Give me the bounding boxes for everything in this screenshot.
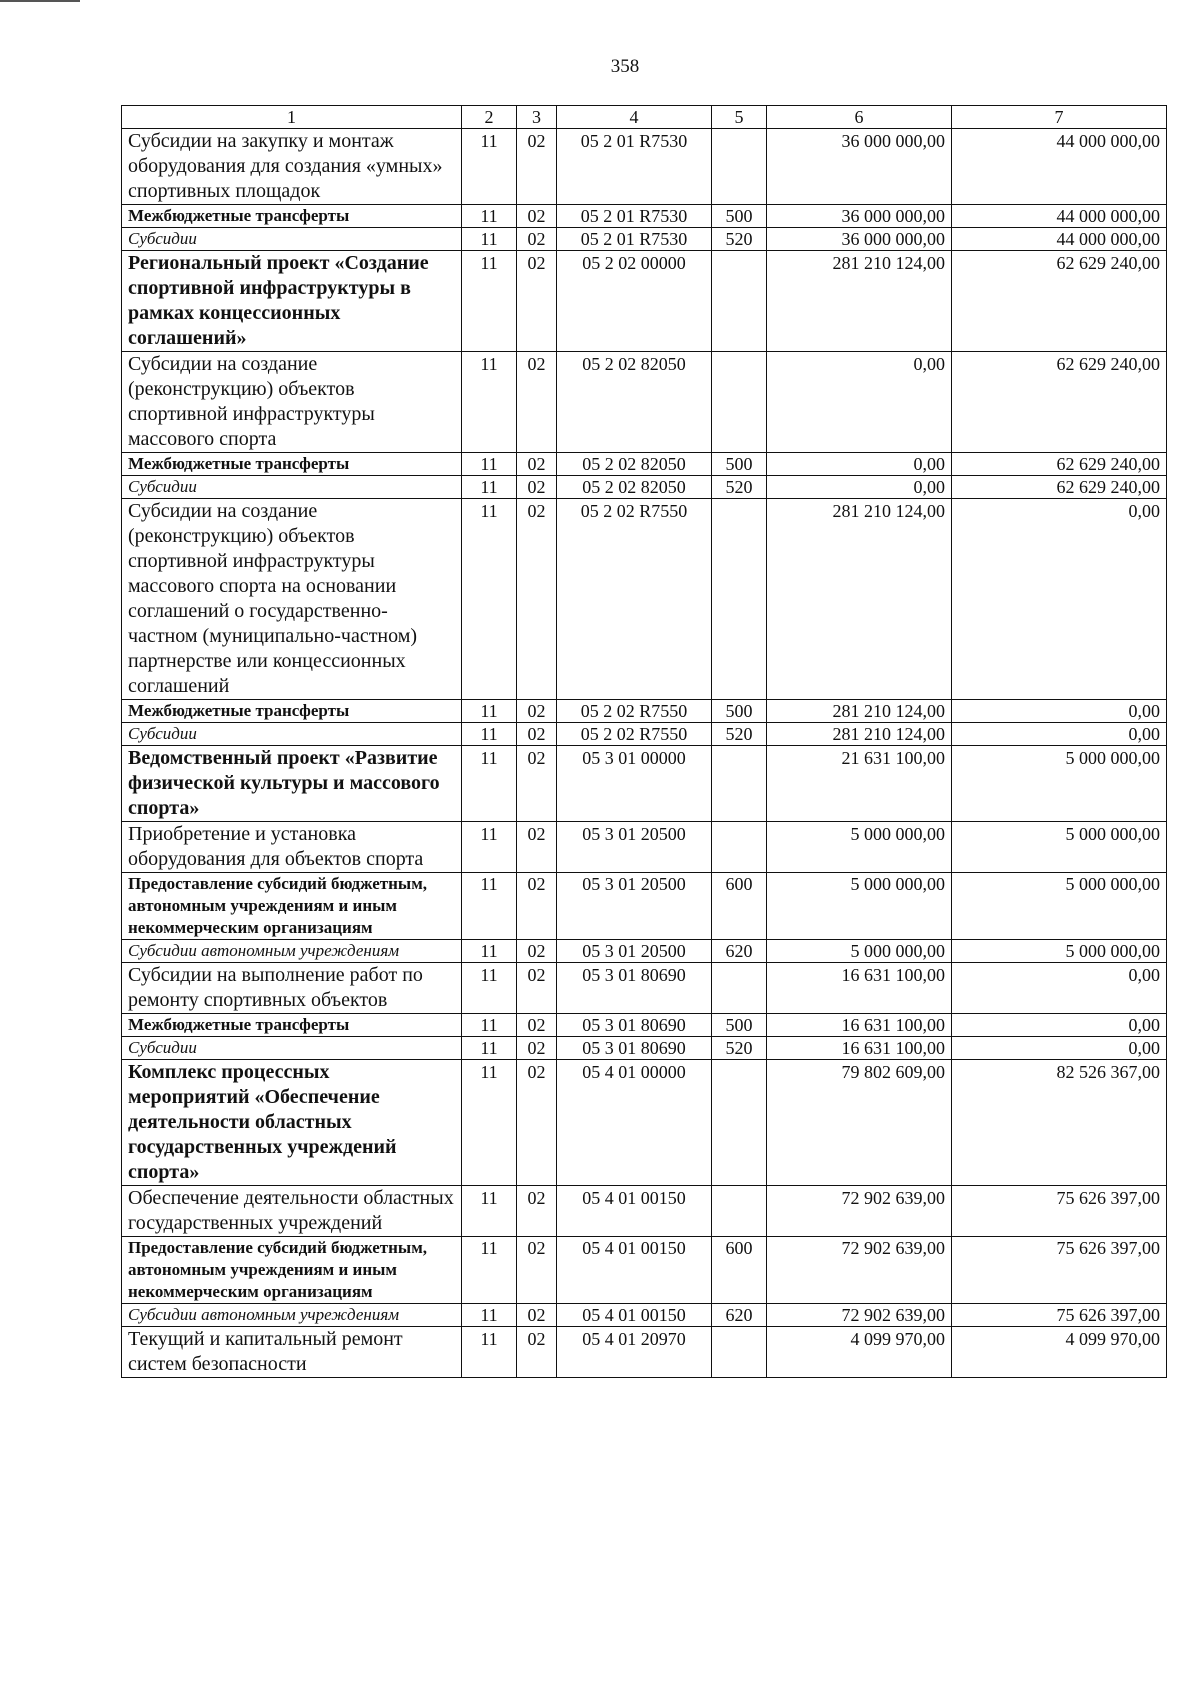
row-amount-year2-cell: 0,00 — [952, 1014, 1167, 1037]
row-expense-type-cell — [712, 1327, 767, 1378]
row-expense-type-cell — [712, 822, 767, 873]
row-subsection-cell: 02 — [517, 1014, 557, 1037]
table-row — [122, 940, 1167, 963]
row-amount-year2-cell: 62 629 240,00 — [952, 476, 1167, 499]
row-section-cell: 11 — [462, 1014, 517, 1037]
row-name-cell: Субсидии — [122, 476, 462, 499]
row-expense-type-cell: 500 — [712, 1014, 767, 1037]
row-subsection-cell: 02 — [517, 822, 557, 873]
row-amount-year2-cell: 44 000 000,00 — [952, 205, 1167, 228]
table-row — [122, 129, 1167, 205]
row-name-cell: Ведомственный проект «Развитие физической культуры и массового спорта» — [122, 746, 462, 822]
header-cell-4: 4 — [557, 106, 712, 129]
row-amount-year1-cell: 21 631 100,00 — [767, 746, 952, 822]
row-section-cell: 11 — [462, 822, 517, 873]
table-row — [122, 476, 1167, 499]
budget-table — [121, 105, 1167, 1378]
row-section-cell: 11 — [462, 1237, 517, 1304]
row-target-code-cell: 05 2 02 R7550 — [557, 700, 712, 723]
header-cell-5: 5 — [712, 106, 767, 129]
row-target-code-cell: 05 2 02 00000 — [557, 251, 712, 352]
row-section-cell: 11 — [462, 1186, 517, 1237]
row-subsection-cell: 02 — [517, 700, 557, 723]
row-expense-type-cell — [712, 352, 767, 453]
row-section-cell: 11 — [462, 700, 517, 723]
row-section-cell: 11 — [462, 723, 517, 746]
row-amount-year2-cell: 4 099 970,00 — [952, 1327, 1167, 1378]
row-section-cell: 11 — [462, 453, 517, 476]
row-name-cell: Субсидии автономным учреждениям — [122, 940, 462, 963]
row-section-cell: 11 — [462, 1327, 517, 1378]
row-section-cell: 11 — [462, 1037, 517, 1060]
row-target-code-cell: 05 3 01 80690 — [557, 1014, 712, 1037]
row-name-cell: Субсидии — [122, 723, 462, 746]
row-subsection-cell: 02 — [517, 1037, 557, 1060]
row-name-cell: Региональный проект «Создание спортивной инфраструктуры в рамках концессионных соглашений» — [122, 251, 462, 352]
row-amount-year2-cell: 0,00 — [952, 723, 1167, 746]
row-amount-year2-cell: 44 000 000,00 — [952, 228, 1167, 251]
header-cell-1: 1 — [122, 106, 462, 129]
row-amount-year1-cell: 281 210 124,00 — [767, 700, 952, 723]
table-row — [122, 205, 1167, 228]
row-subsection-cell: 02 — [517, 1186, 557, 1237]
row-amount-year2-cell: 75 626 397,00 — [952, 1237, 1167, 1304]
row-expense-type-cell: 500 — [712, 453, 767, 476]
row-amount-year1-cell: 5 000 000,00 — [767, 873, 952, 940]
row-section-cell: 11 — [462, 1060, 517, 1186]
row-section-cell: 11 — [462, 129, 517, 205]
row-amount-year2-cell: 62 629 240,00 — [952, 251, 1167, 352]
row-expense-type-cell: 520 — [712, 476, 767, 499]
row-subsection-cell: 02 — [517, 453, 557, 476]
table-row — [122, 1237, 1167, 1304]
row-amount-year1-cell: 281 210 124,00 — [767, 251, 952, 352]
row-expense-type-cell — [712, 1060, 767, 1186]
row-amount-year1-cell: 79 802 609,00 — [767, 1060, 952, 1186]
table-row — [122, 1037, 1167, 1060]
table-row — [122, 873, 1167, 940]
row-expense-type-cell: 520 — [712, 1037, 767, 1060]
row-expense-type-cell — [712, 129, 767, 205]
row-amount-year2-cell: 0,00 — [952, 1037, 1167, 1060]
row-amount-year2-cell: 82 526 367,00 — [952, 1060, 1167, 1186]
row-name-cell: Предоставление субсидий бюджетным, автономным учреждениям и иным некоммерческим организациям — [122, 873, 462, 940]
row-subsection-cell: 02 — [517, 746, 557, 822]
row-subsection-cell: 02 — [517, 129, 557, 205]
row-target-code-cell: 05 3 01 80690 — [557, 1037, 712, 1060]
row-expense-type-cell: 500 — [712, 700, 767, 723]
row-amount-year1-cell: 4 099 970,00 — [767, 1327, 952, 1378]
row-name-cell: Субсидии — [122, 1037, 462, 1060]
row-amount-year2-cell: 0,00 — [952, 700, 1167, 723]
row-name-cell: Субсидии — [122, 228, 462, 251]
row-name-cell: Межбюджетные трансферты — [122, 453, 462, 476]
row-target-code-cell: 05 2 02 82050 — [557, 352, 712, 453]
table-row — [122, 1186, 1167, 1237]
row-name-cell: Межбюджетные трансферты — [122, 205, 462, 228]
row-target-code-cell: 05 2 02 R7550 — [557, 499, 712, 700]
row-section-cell: 11 — [462, 873, 517, 940]
row-amount-year1-cell: 0,00 — [767, 476, 952, 499]
row-target-code-cell: 05 3 01 20500 — [557, 873, 712, 940]
row-amount-year1-cell: 5 000 000,00 — [767, 822, 952, 873]
row-amount-year1-cell: 0,00 — [767, 453, 952, 476]
scan-edge-mark — [0, 0, 80, 2]
row-subsection-cell: 02 — [517, 873, 557, 940]
row-amount-year1-cell: 281 210 124,00 — [767, 723, 952, 746]
row-subsection-cell: 02 — [517, 723, 557, 746]
row-section-cell: 11 — [462, 746, 517, 822]
row-expense-type-cell: 520 — [712, 723, 767, 746]
row-amount-year1-cell: 72 902 639,00 — [767, 1304, 952, 1327]
row-amount-year1-cell: 5 000 000,00 — [767, 940, 952, 963]
row-expense-type-cell — [712, 963, 767, 1014]
row-amount-year2-cell: 0,00 — [952, 499, 1167, 700]
table-row — [122, 352, 1167, 453]
table-row — [122, 1304, 1167, 1327]
row-name-cell: Субсидии на создание (реконструкцию) объектов спортивной инфраструктуры массового спорта на основании соглашений о государственно-частном (муниципально-частном) партнерстве или концессионных соглашений — [122, 499, 462, 700]
row-amount-year2-cell: 75 626 397,00 — [952, 1304, 1167, 1327]
row-section-cell: 11 — [462, 352, 517, 453]
row-amount-year1-cell: 16 631 100,00 — [767, 963, 952, 1014]
row-name-cell: Приобретение и установка оборудования для объектов спорта — [122, 822, 462, 873]
row-expense-type-cell: 600 — [712, 1237, 767, 1304]
table-row — [122, 1327, 1167, 1378]
page-number: 358 — [610, 56, 640, 77]
row-section-cell: 11 — [462, 963, 517, 1014]
row-section-cell: 11 — [462, 476, 517, 499]
table-row — [122, 228, 1167, 251]
header-cell-7: 7 — [952, 106, 1167, 129]
row-target-code-cell: 05 4 01 00000 — [557, 1060, 712, 1186]
row-section-cell: 11 — [462, 228, 517, 251]
row-name-cell: Обеспечение деятельности областных государственных учреждений — [122, 1186, 462, 1237]
row-amount-year2-cell: 5 000 000,00 — [952, 746, 1167, 822]
row-expense-type-cell — [712, 251, 767, 352]
table-row — [122, 723, 1167, 746]
row-name-cell: Межбюджетные трансферты — [122, 1014, 462, 1037]
table-row — [122, 453, 1167, 476]
row-amount-year1-cell: 36 000 000,00 — [767, 228, 952, 251]
row-expense-type-cell — [712, 746, 767, 822]
row-name-cell: Субсидии автономным учреждениям — [122, 1304, 462, 1327]
row-target-code-cell: 05 4 01 00150 — [557, 1304, 712, 1327]
row-amount-year1-cell: 72 902 639,00 — [767, 1237, 952, 1304]
row-amount-year2-cell: 5 000 000,00 — [952, 940, 1167, 963]
row-target-code-cell: 05 4 01 20970 — [557, 1327, 712, 1378]
table-row — [122, 499, 1167, 700]
row-expense-type-cell — [712, 499, 767, 700]
table-row — [122, 1014, 1167, 1037]
row-target-code-cell: 05 4 01 00150 — [557, 1237, 712, 1304]
table-row — [122, 1060, 1167, 1186]
row-subsection-cell: 02 — [517, 205, 557, 228]
row-target-code-cell: 05 2 01 R7530 — [557, 205, 712, 228]
row-amount-year1-cell: 72 902 639,00 — [767, 1186, 952, 1237]
row-target-code-cell: 05 3 01 20500 — [557, 822, 712, 873]
row-name-cell: Предоставление субсидий бюджетным, автономным учреждениям и иным некоммерческим организациям — [122, 1237, 462, 1304]
row-amount-year2-cell: 62 629 240,00 — [952, 453, 1167, 476]
row-expense-type-cell: 620 — [712, 1304, 767, 1327]
row-subsection-cell: 02 — [517, 499, 557, 700]
row-amount-year1-cell: 0,00 — [767, 352, 952, 453]
row-section-cell: 11 — [462, 499, 517, 700]
row-expense-type-cell: 600 — [712, 873, 767, 940]
row-subsection-cell: 02 — [517, 251, 557, 352]
row-name-cell: Межбюджетные трансферты — [122, 700, 462, 723]
row-subsection-cell: 02 — [517, 228, 557, 251]
row-target-code-cell: 05 3 01 80690 — [557, 963, 712, 1014]
row-amount-year1-cell: 16 631 100,00 — [767, 1014, 952, 1037]
row-section-cell: 11 — [462, 1304, 517, 1327]
row-subsection-cell: 02 — [517, 940, 557, 963]
row-amount-year1-cell: 36 000 000,00 — [767, 205, 952, 228]
header-cell-3: 3 — [517, 106, 557, 129]
header-cell-2: 2 — [462, 106, 517, 129]
row-subsection-cell: 02 — [517, 476, 557, 499]
row-amount-year1-cell: 281 210 124,00 — [767, 499, 952, 700]
row-target-code-cell: 05 2 01 R7530 — [557, 129, 712, 205]
row-expense-type-cell: 620 — [712, 940, 767, 963]
row-target-code-cell: 05 2 02 R7550 — [557, 723, 712, 746]
row-subsection-cell: 02 — [517, 1304, 557, 1327]
row-expense-type-cell — [712, 1186, 767, 1237]
row-subsection-cell: 02 — [517, 352, 557, 453]
row-subsection-cell: 02 — [517, 1060, 557, 1186]
row-subsection-cell: 02 — [517, 963, 557, 1014]
row-target-code-cell: 05 2 02 82050 — [557, 476, 712, 499]
row-amount-year2-cell: 75 626 397,00 — [952, 1186, 1167, 1237]
table-row — [122, 822, 1167, 873]
row-expense-type-cell: 520 — [712, 228, 767, 251]
row-amount-year2-cell: 5 000 000,00 — [952, 822, 1167, 873]
row-section-cell: 11 — [462, 251, 517, 352]
row-target-code-cell: 05 2 02 82050 — [557, 453, 712, 476]
row-name-cell: Комплекс процессных мероприятий «Обеспечение деятельности областных государственных учреждений спорта» — [122, 1060, 462, 1186]
row-target-code-cell: 05 3 01 00000 — [557, 746, 712, 822]
header-row — [122, 106, 1167, 129]
row-amount-year1-cell: 16 631 100,00 — [767, 1037, 952, 1060]
row-amount-year2-cell: 62 629 240,00 — [952, 352, 1167, 453]
row-amount-year2-cell: 44 000 000,00 — [952, 129, 1167, 205]
header-cell-6: 6 — [767, 106, 952, 129]
row-expense-type-cell: 500 — [712, 205, 767, 228]
table-row — [122, 963, 1167, 1014]
row-name-cell: Субсидии на закупку и монтаж оборудования для создания «умных» спортивных площадок — [122, 129, 462, 205]
row-section-cell: 11 — [462, 940, 517, 963]
row-subsection-cell: 02 — [517, 1237, 557, 1304]
row-amount-year2-cell: 0,00 — [952, 963, 1167, 1014]
row-target-code-cell: 05 4 01 00150 — [557, 1186, 712, 1237]
row-target-code-cell: 05 3 01 20500 — [557, 940, 712, 963]
row-target-code-cell: 05 2 01 R7530 — [557, 228, 712, 251]
table-row — [122, 746, 1167, 822]
row-subsection-cell: 02 — [517, 1327, 557, 1378]
row-name-cell: Текущий и капитальный ремонт систем безопасности — [122, 1327, 462, 1378]
table-row — [122, 700, 1167, 723]
row-name-cell: Субсидии на создание (реконструкцию) объектов спортивной инфраструктуры массового спорта — [122, 352, 462, 453]
row-name-cell: Субсидии на выполнение работ по ремонту спортивных объектов — [122, 963, 462, 1014]
row-amount-year1-cell: 36 000 000,00 — [767, 129, 952, 205]
row-amount-year2-cell: 5 000 000,00 — [952, 873, 1167, 940]
table-row — [122, 251, 1167, 352]
row-section-cell: 11 — [462, 205, 517, 228]
